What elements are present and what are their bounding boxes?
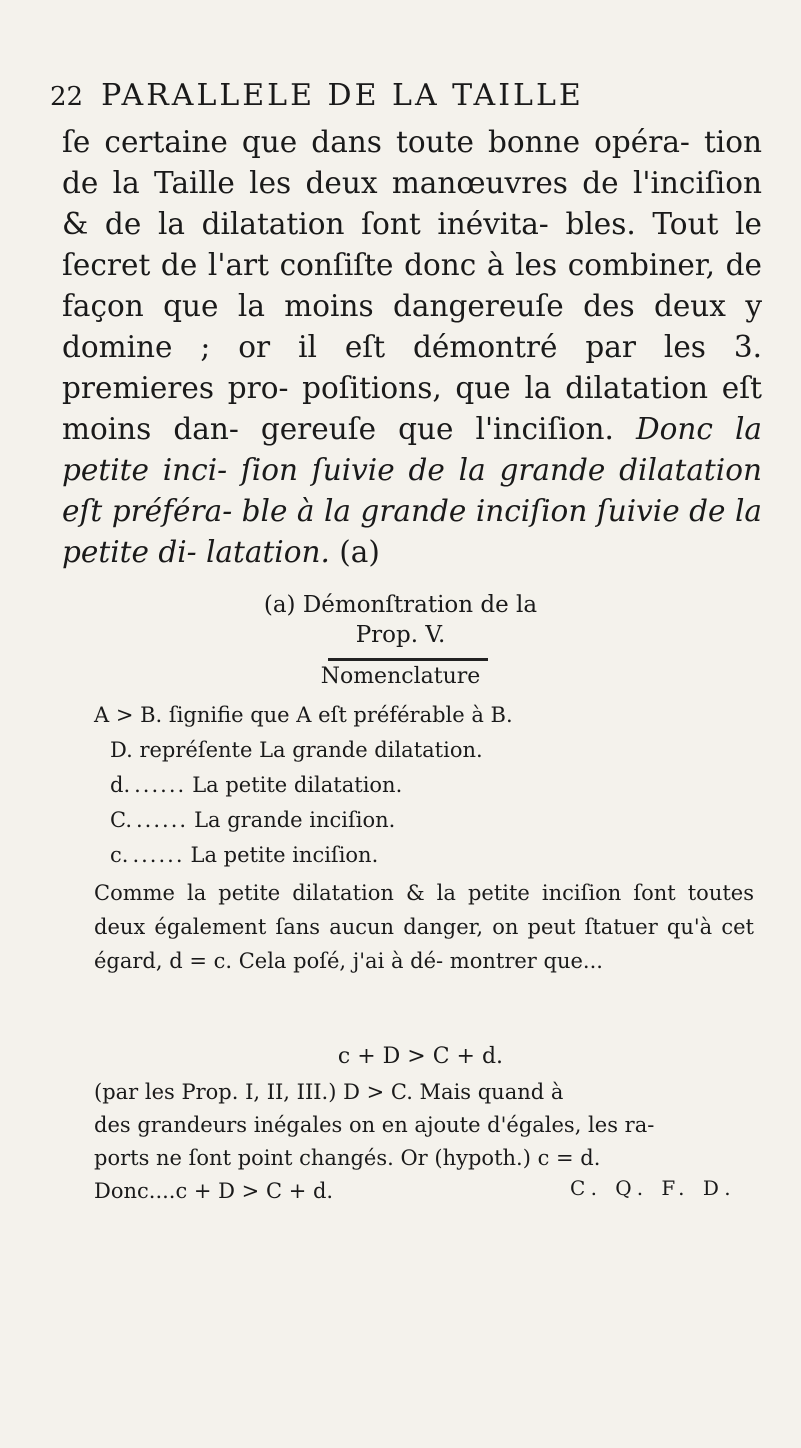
divider-rule (328, 658, 488, 661)
nomenclature-item (94, 838, 754, 873)
nomenclature-item (94, 733, 754, 768)
nomenclature-item (94, 768, 754, 803)
nomenclature-definition: La petite dilatation. (192, 773, 403, 797)
leader-dots: ...... (132, 843, 185, 867)
nomenclature-definition: ſignifie que A eſt préférable à B. (168, 703, 513, 727)
nomenclature-definition: La petite inciſion. (190, 843, 379, 867)
qed-mark: C. Q. F. D. (570, 1176, 737, 1200)
proof-line: (par les Prop. I, II, III.) D > C. Mais quand à (94, 1080, 564, 1104)
running-title: PARALLELE DE LA TAILLE (101, 78, 584, 113)
leader-dots: ...... (134, 773, 187, 797)
nomenclature-symbol: D. (110, 738, 133, 762)
paragraph-italic-conclusion: Donc la petite inci- ſion ſuivie de la grande dilatation eſt préféra- ble à la grande inciſion ſuivie de la petite di- latation. (62, 412, 762, 569)
proof-line: des grandeurs inégales on en ajoute d'égales, les ra- (94, 1113, 655, 1137)
demonstration-heading (0, 590, 801, 650)
leader-dots: ...... (136, 808, 189, 832)
nomenclature-symbol: A > B. (94, 703, 163, 727)
nomenclature-item (94, 803, 754, 838)
proof-line: Donc....c + D > C + d. (94, 1179, 334, 1203)
proof-line: ports ne ſont point changés. Or (hypoth.) c = d. (94, 1146, 601, 1170)
paragraph-roman-text: ſe certaine que dans toute bonne opéra- tion de la Taille les deux manœuvres de l'inciſion & de la dilatation ſont inévita- bles. Tout le ſecret de l'art conſiſte donc à les combiner, de façon que la moins dangereuſe des deux y domine ; or il eſt démontré par les 3. premieres pro- poſitions, que la dilatation eſt moins dan- gereuſe que l'inciſion. (62, 125, 762, 446)
demonstration-title-line-2: Prop. V. (355, 622, 446, 648)
nomenclature-definition: repréſente La grande dilatation. (139, 738, 483, 762)
footnote-reference: (a) (339, 535, 380, 569)
nomenclature-symbol: c. (110, 843, 129, 867)
formula: c + D > C + d. (337, 1044, 504, 1069)
nomenclature-item (94, 698, 754, 733)
page-number: 22 (50, 82, 84, 112)
demonstration-title-line-1: (a) Démonſtration de la (263, 592, 538, 618)
nomenclature-title: Nomenclature (320, 664, 481, 689)
nomenclature-symbol: d. (110, 773, 131, 797)
statement-paragraph: Comme la petite dilatation & la petite inciſion ſont toutes deux également ſans aucun danger, on peut ſtatuer qu'à cet égard, d = c. Cela poſé, j'ai à dé- montrer que... (94, 881, 754, 973)
nomenclature-list (94, 698, 754, 873)
nomenclature-definition: La grande inciſion. (194, 808, 396, 832)
running-header (50, 78, 750, 113)
main-paragraph (62, 122, 762, 573)
nomenclature-symbol: C. (110, 808, 132, 832)
